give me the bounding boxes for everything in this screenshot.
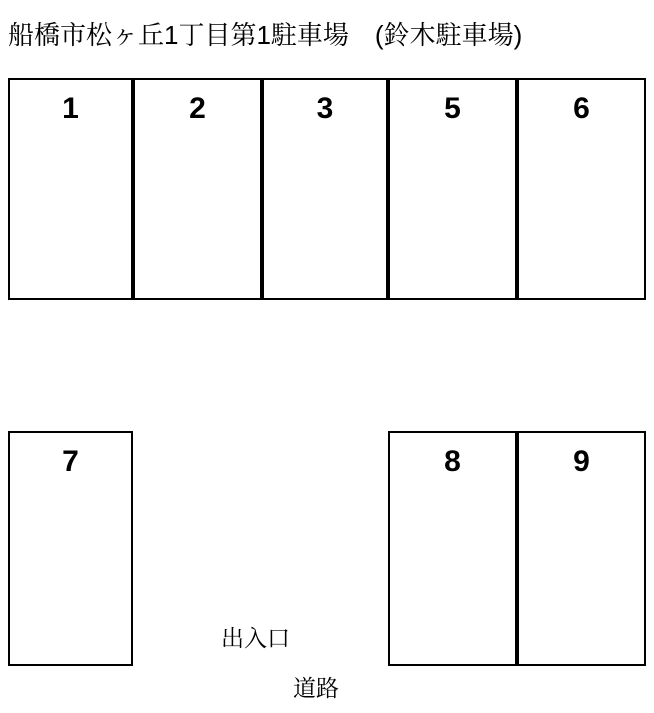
parking-stall-5[interactable] <box>388 78 517 300</box>
parking-stall-3[interactable] <box>262 78 388 300</box>
page-title: 船橋市松ヶ丘1丁目第1駐車場 (鈴木駐車場) <box>8 20 523 50</box>
stall-number-label: 3 <box>316 92 334 125</box>
stall-number-label: 6 <box>573 92 590 125</box>
parking-stall-2[interactable] <box>133 78 262 300</box>
stall-number-label: 5 <box>444 92 461 125</box>
entrance-label: 出入口 <box>221 625 290 651</box>
parking-stall-9[interactable] <box>517 431 646 666</box>
stall-number-label: 9 <box>573 445 590 478</box>
stall-number-label: 8 <box>444 445 461 478</box>
parking-stall-8[interactable] <box>388 431 517 666</box>
road-label: 道路 <box>293 675 339 701</box>
parking-stall-1[interactable] <box>8 78 133 300</box>
stall-number-label: 7 <box>62 445 79 478</box>
stall-number-label: 2 <box>189 92 206 125</box>
parking-stall-6[interactable] <box>517 78 646 300</box>
stall-number-label: 1 <box>62 92 79 125</box>
parking-stall-7[interactable] <box>8 431 133 666</box>
